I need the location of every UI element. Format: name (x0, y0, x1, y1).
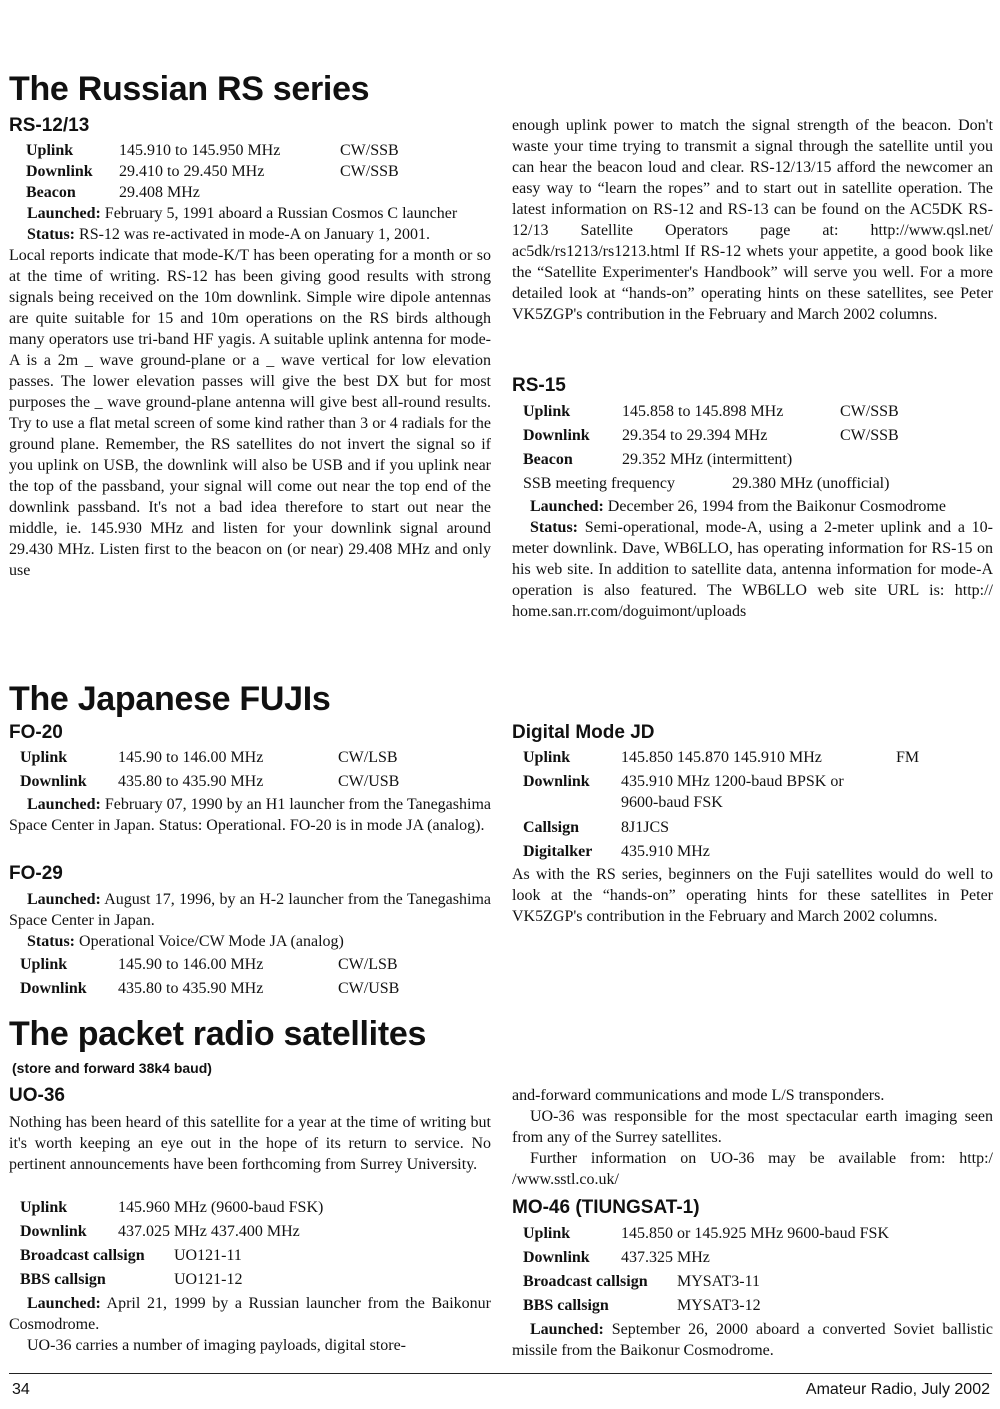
rs15-launched: Launched: December 26, 1994 from the Baikonur Cosmodrome (530, 498, 946, 515)
rs1213-downlink-value: 29.410 to 29.450 MHz (119, 163, 265, 180)
heading-fo20: FO-20 (9, 722, 63, 743)
rs1213-uplink-value: 145.910 to 145.950 MHz (119, 142, 281, 159)
fo20-uplink-value: 145.90 to 146.00 MHz (118, 749, 264, 766)
fo29-uplink-value: 145.90 to 146.00 MHz (118, 956, 264, 973)
section-title-japanese: The Japanese FUJIs (9, 680, 331, 718)
uo36-body: Nothing has been heard of this satellite for a year at the time of writing but it's worth keeping an eye out in the hope of its return to service. No pertinent announcements have been forthcoming from Surrey University. (9, 1114, 491, 1173)
rs1213-beacon-value: 29.408 MHz (119, 184, 200, 201)
rs1213-downlink-mode: CW/SSB (340, 163, 399, 180)
rs15-ssb-value: 29.380 MHz (unofficial) (732, 475, 890, 492)
rs15-status: Status: Semi-operational, mode-A, using a 2-meter uplink and a 10-meter downlink. Dave, WB6LLO, has operating information for RS-15 on his web site. In addition to satellite data, antenna information for mode-A operation is also featured. The WB6LLO web site URL is: http:// home.san.rr.com/doguimont/uploads (512, 519, 993, 620)
uo36-further-info: Further information on UO-36 may be available from: http:/ /www.sstl.co.uk/ (512, 1150, 993, 1188)
section-title-packet: The packet radio satellites (9, 1015, 427, 1053)
rs15-text-block (512, 496, 993, 622)
page-number: 34 (12, 1381, 30, 1398)
jd-uplink-label: Uplink (523, 749, 571, 766)
jd-callsign-label: Callsign (523, 819, 580, 836)
uo36-launch-block (9, 1293, 491, 1356)
fo20-uplink-mode: CW/LSB (338, 749, 398, 766)
mo46-uplink-value: 145.850 or 145.925 MHz 9600-baud FSK (621, 1225, 889, 1242)
fo20-downlink-mode: CW/USB (338, 773, 400, 790)
uo36-bbs-value: UO121-12 (174, 1271, 243, 1288)
rs15-downlink-label: Downlink (523, 427, 590, 444)
fo20-downlink-value: 435.80 to 435.90 MHz (118, 773, 264, 790)
rs1213-beacon-label: Beacon (26, 184, 76, 201)
jd-downlink-value-2: 9600-baud FSK (621, 794, 723, 811)
fo29-uplink-label: Uplink (20, 956, 68, 973)
heading-uo36: UO-36 (9, 1085, 65, 1106)
fo20-launched: Launched: February 07, 1990 by an H1 launcher from the Tanegashima Space Center in Japan. Status: Operational. FO-20 is in mode JA (analog). (9, 796, 491, 834)
packet-subtitle: (store and forward 38k4 baud) (12, 1060, 212, 1076)
jd-uplink-value: 145.850 145.870 145.910 MHz (621, 749, 822, 766)
rs15-uplink-label: Uplink (523, 403, 571, 420)
jd-digitalker-label: Digitalker (523, 843, 593, 860)
jd-digitalker-value: 435.910 MHz (621, 843, 710, 860)
rs15-beacon-value: 29.352 MHz (intermittent) (622, 451, 793, 468)
rs1213-downlink-label: Downlink (26, 163, 93, 180)
jd-uplink-mode: FM (896, 749, 920, 766)
mo46-launched: Launched: September 26, 2000 aboard a converted Soviet ballistic missile from the Baikonur Cosmodrome. (512, 1321, 993, 1359)
uo36-uplink-value: 145.960 MHz (9600-baud FSK) (118, 1199, 324, 1216)
heading-mo46: MO-46 (TIUNGSAT-1) (512, 1197, 700, 1218)
fo20-text-block (9, 794, 491, 836)
rs15-ssb-label: SSB meeting frequency (523, 475, 675, 492)
mo46-broadcast-value: MYSAT3-11 (677, 1273, 760, 1290)
rs1213-uplink-label: Uplink (26, 142, 74, 159)
mo46-bbs-value: MYSAT3-12 (677, 1297, 761, 1314)
rs1213-body: Local reports indicate that mode-K/T has been operating for a month or so at the time of writing. RS-12 has been giving good results with strong signals being received on the 10m downlink. Simple wire dipole antennas are quite suitable for 15 and 10m operations on the RS birds although many operators use tri-band HF yagis. A suitable uplink antenna for mode-A is a 2m _ wave ground-plane or a _ wave vertical for low elevation passes. The lower elevation passes will give the best DX but for most purposes the _ wave ground-plane antenna will give best all-round results. Try to use a flat metal screen of some kind rather than 3 or 4 radials for the ground plane. Remember, the RS satellites do not invert the signal so if you uplink on USB, the downlink will also be USB and if you uplink near the top of the passband, your signal will come out near the top end of the downlink passband. It's not a bad idea therefore to start out near the middle, ie. 145.930 MHz and listen for your downlink signal around 29.430 MHz. Listen first to the beacon on (or near) 29.408 MHz and only use (9, 247, 491, 579)
fo29-launched: Launched: August 17, 1996, by an H-2 launcher from the Tanegashima Space Center in Japan. (9, 891, 491, 929)
rs1213-text-block (9, 203, 491, 581)
heading-digital-jd: Digital Mode JD (512, 722, 655, 743)
jd-downlink-value: 435.910 MHz 1200-baud BPSK or (621, 773, 844, 790)
rs15-downlink-mode: CW/SSB (840, 427, 899, 444)
mo46-downlink-value: 437.325 MHz (621, 1249, 710, 1266)
uo36-broadcast-label: Broadcast callsign (20, 1247, 145, 1264)
rs15-beacon-label: Beacon (523, 451, 573, 468)
rs15-downlink-value: 29.354 to 29.394 MHz (622, 427, 768, 444)
rs1213-body-cont-text: enough uplink power to match the signal strength of the beacon. Don't waste your time trying to transmit a signal through the satellite until you can hear the beacon loud and clear. RS-12/13/15 afford the newcomer an easy way to “learn the ropes” and to start out in satellite operation. The latest information on RS-12 and RS-13 can be found on the AC5DK RS-12/13 Satellite Operators page at: http://www.qsl.net/ ac5dk/rs1213/rs1213.html If RS-12 whets your appetite, a good book like the “Satellite Experimenter's Handbook” will serve you well. For a more detailed look at “hands-on” operating hints on these satellites, see Peter VK5ZGP's contribution in the February and March 2002 columns. (512, 117, 993, 323)
uo36-bbs-label: BBS callsign (20, 1271, 106, 1288)
jd-callsign-value: 8J1JCS (621, 819, 670, 836)
footer-rule (9, 1373, 992, 1374)
uo36-intro-block (9, 1112, 491, 1175)
mo46-downlink-label: Downlink (523, 1249, 590, 1266)
heading-fo29: FO-29 (9, 863, 63, 884)
fo29-downlink-label: Downlink (20, 980, 87, 997)
uo36-carries: UO-36 carries a number of imaging payloads, digital store- (27, 1337, 406, 1354)
rs15-uplink-value: 145.858 to 145.898 MHz (622, 403, 784, 420)
uo36-downlink-label: Downlink (20, 1223, 87, 1240)
uo36-responsible: UO-36 was responsible for the most spectacular earth imaging seen from any of the Surrey satellites. (512, 1108, 993, 1146)
uo36-broadcast-value: UO121-11 (174, 1247, 242, 1264)
rs15-uplink-mode: CW/SSB (840, 403, 899, 420)
jd-text-block (512, 864, 993, 927)
jd-body: As with the RS series, beginners on the Fuji satellites would do well to look at the “hands-on” operating hints for these satellites in Peter VK5ZGP's contribution in the February and March 2002 columns. (512, 866, 993, 925)
jd-downlink-label: Downlink (523, 773, 590, 790)
uo36-carries-cont: and-forward communications and mode L/S transponders. (512, 1087, 885, 1104)
rs1213-status: Status: RS-12 was re-activated in mode-A on January 1, 2001. (27, 226, 431, 243)
heading-rs1213: RS-12/13 (9, 115, 90, 136)
uo36-downlink-value: 437.025 MHz 437.400 MHz (118, 1223, 300, 1240)
rs1213-uplink-mode: CW/SSB (340, 142, 399, 159)
uo36-continued-block (512, 1085, 993, 1190)
rs1213-launched: Launched: February 5, 1991 aboard a Russian Cosmos C launcher (27, 205, 458, 222)
fo29-downlink-mode: CW/USB (338, 980, 400, 997)
uo36-launched: Launched: April 21, 1999 by a Russian launcher from the Baikonur Cosmodrome. (9, 1295, 491, 1333)
fo29-text-block (9, 889, 491, 952)
fo20-uplink-label: Uplink (20, 749, 68, 766)
rs1213-body-continued (512, 115, 993, 325)
uo36-uplink-label: Uplink (20, 1199, 68, 1216)
publication-credit: Amateur Radio, July 2002 (805, 1381, 990, 1398)
fo20-downlink-label: Downlink (20, 773, 87, 790)
section-title-russian: The Russian RS series (9, 70, 370, 108)
fo29-uplink-mode: CW/LSB (338, 956, 398, 973)
mo46-bbs-label: BBS callsign (523, 1297, 609, 1314)
mo46-broadcast-label: Broadcast callsign (523, 1273, 648, 1290)
fo29-downlink-value: 435.80 to 435.90 MHz (118, 980, 264, 997)
fo29-status: Status: Operational Voice/CW Mode JA (analog) (27, 933, 344, 950)
heading-rs15: RS-15 (512, 375, 566, 396)
mo46-uplink-label: Uplink (523, 1225, 571, 1242)
mo46-launch-block (512, 1319, 993, 1361)
